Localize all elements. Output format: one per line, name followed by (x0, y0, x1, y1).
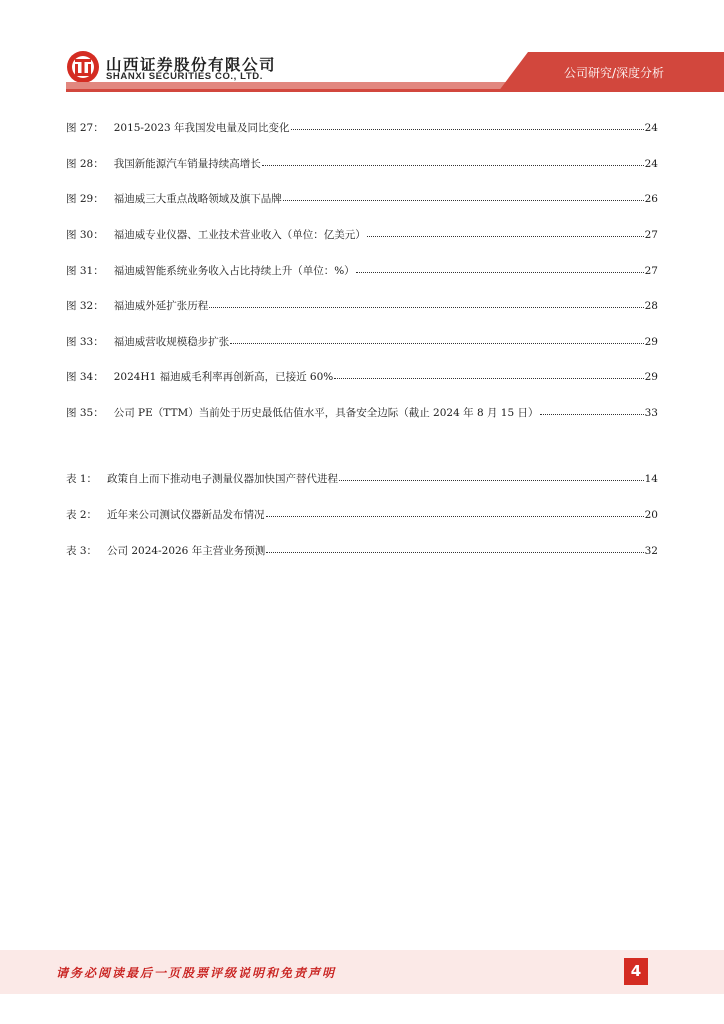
dot-leader (367, 228, 644, 237)
toc-entry-table-2[interactable] (66, 507, 658, 523)
page-number: 4 (624, 958, 648, 985)
toc-entry-label: 图 34： (66, 371, 104, 383)
toc-entry-figure-27[interactable] (66, 120, 658, 136)
toc-entry-page: 27 (644, 229, 658, 241)
toc-entry-title: 公司 PE（TTM）当前处于历史最低估值水平，具备安全边际（截止 2024 年 8 月 15 日） (113, 407, 539, 419)
toc-entry-figure-34[interactable] (66, 369, 658, 385)
toc-entry-title: 福迪威智能系统业务收入占比持续上升（单位：%） (113, 265, 355, 277)
dot-leader (209, 299, 643, 308)
dot-leader (356, 264, 644, 273)
toc-entry-title: 福迪威三大重点战略领域及旗下品牌 (113, 193, 282, 205)
toc-entry-figure-29[interactable] (66, 191, 658, 207)
toc-entry-page: 24 (644, 122, 658, 134)
toc-entry-page: 29 (644, 336, 658, 348)
toc-entry-title: 近年来公司测试仪器新品发布情况 (107, 509, 265, 521)
toc-entry-label: 图 30： (66, 229, 104, 241)
dot-leader (291, 121, 644, 130)
toc-entry-label: 表 3： (66, 545, 98, 557)
dot-leader (266, 508, 644, 517)
dot-leader (266, 544, 643, 553)
toc-entry-table-3[interactable] (66, 543, 658, 559)
toc-entry-page: 32 (644, 545, 658, 557)
toc-entry-label: 图 35： (66, 407, 104, 419)
page-footer (0, 950, 724, 994)
toc-entry-page: 26 (644, 193, 658, 205)
toc-entry-title: 2024H1 福迪威毛利率再创新高，已接近 60% (113, 371, 334, 383)
toc-entry-title: 政策自上而下推动电子测量仪器加快国产替代进程 (107, 473, 339, 485)
toc-entry-label: 图 31： (66, 265, 104, 277)
toc-entry-title: 2015-2023 年我国发电量及同比变化 (113, 122, 290, 134)
toc-entry-page: 33 (644, 407, 658, 419)
toc-entry-page: 29 (644, 371, 658, 383)
toc-entry-figure-31[interactable] (66, 263, 658, 279)
toc-entry-table-1[interactable] (66, 471, 658, 487)
toc-entry-figure-33[interactable] (66, 334, 658, 350)
toc-entry-label: 图 29： (66, 193, 104, 205)
toc-entry-title: 福迪威营收规模稳步扩张 (113, 336, 230, 348)
toc-entry-label: 表 2： (66, 509, 98, 521)
toc-entry-figure-30[interactable] (66, 227, 658, 243)
dot-leader (540, 406, 644, 415)
page-header (0, 0, 724, 100)
toc-entry-title: 福迪威外延扩张历程 (113, 300, 209, 312)
toc-entry-title: 我国新能源汽车销量持续高增长 (113, 158, 261, 170)
toc-entry-label: 图 28： (66, 158, 104, 170)
dot-leader (339, 472, 644, 481)
toc-entry-label: 图 27： (66, 122, 104, 134)
company-name-en: SHANXI SECURITIES CO., LTD. (106, 71, 263, 82)
toc-entry-page: 14 (644, 473, 658, 485)
footer-disclaimer: 请务必阅读最后一页股票评级说明和免责声明 (56, 966, 337, 980)
toc-entry-page: 20 (644, 509, 658, 521)
toc-entry-figure-35[interactable] (66, 405, 658, 421)
toc-entry-label: 图 33： (66, 336, 104, 348)
dot-leader (283, 192, 644, 201)
toc-entry-title: 福迪威专业仪器、工业技术营业收入（单位：亿美元） (113, 229, 366, 241)
toc-entry-label: 图 32： (66, 300, 104, 312)
header-banner (0, 0, 724, 100)
toc-entry-title: 公司 2024-2026 年主营业务预测 (107, 545, 266, 557)
section-label: 公司研究/深度分析 (563, 66, 664, 80)
dot-leader (334, 370, 643, 379)
toc-entry-label: 表 1： (66, 473, 98, 485)
toc-entry-figure-32[interactable] (66, 298, 658, 314)
dot-leader (230, 335, 643, 344)
toc-entry-figure-28[interactable] (66, 156, 658, 172)
toc-entry-page: 24 (644, 158, 658, 170)
company-name-cn: 山西证券股份有限公司 (106, 56, 277, 74)
toc-entry-page: 28 (644, 300, 658, 312)
dot-leader (262, 157, 644, 166)
toc-entry-page: 27 (644, 265, 658, 277)
